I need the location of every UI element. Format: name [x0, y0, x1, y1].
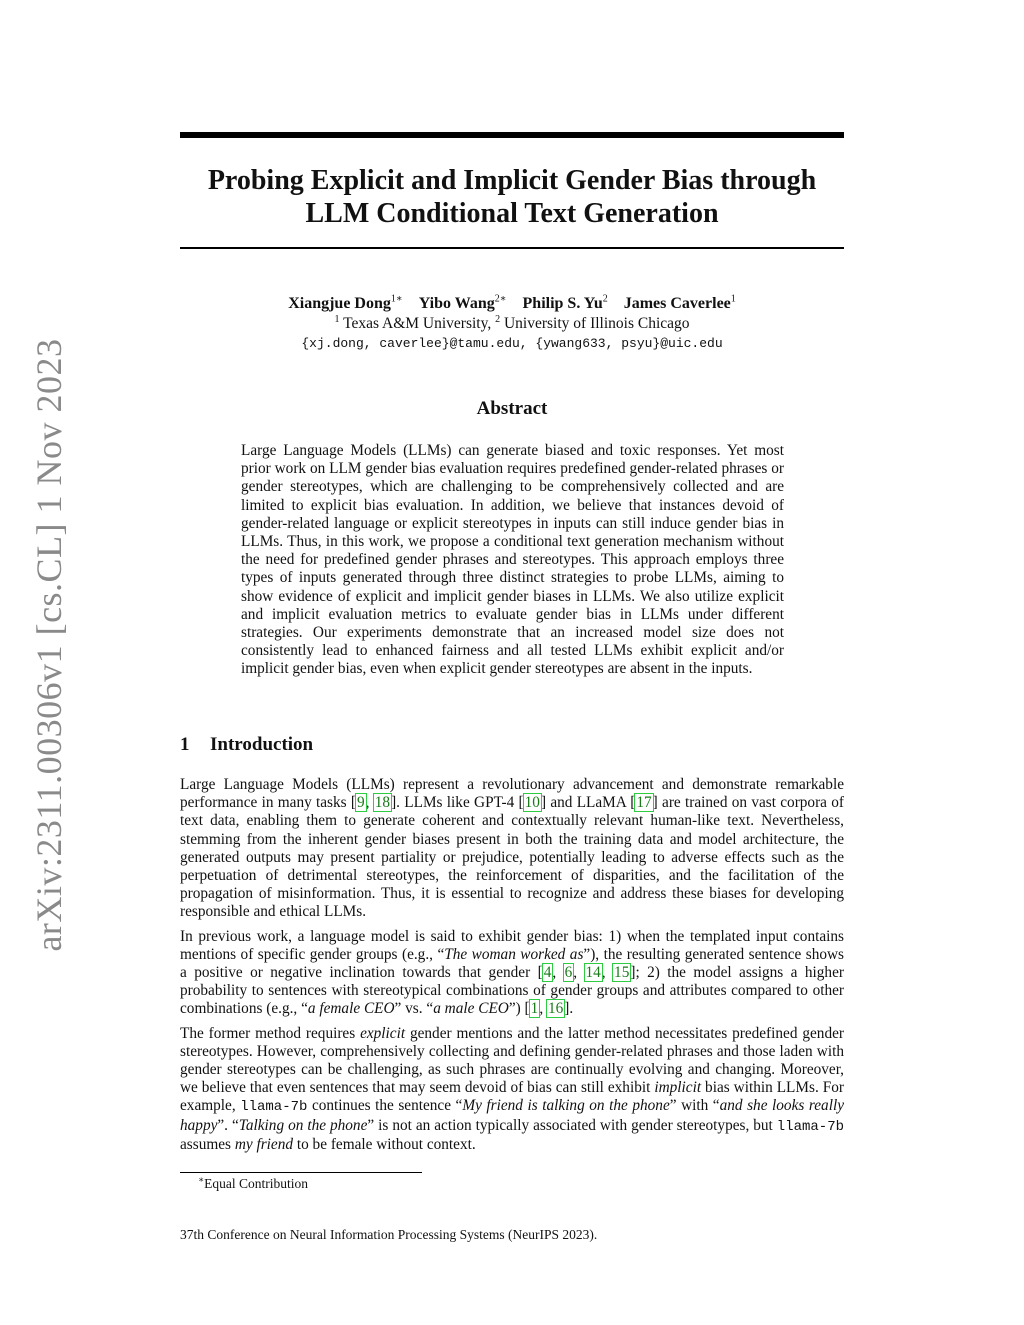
footnote: ∗Equal Contribution	[198, 1174, 308, 1191]
author: Yibo Wang$^{2∗}$	[418, 293, 507, 312]
title-top-rule	[180, 132, 844, 138]
paragraph: The former method requires explicit gender mentions and the latter method necessitates predefined gender stereotypes. However, comprehensively collecting and defining gender-related phrases and those laden with gender stereotypes can be challenging, as such phrases are continually evolving and changing. Moreover, we believe that even sentences that may seem devoid of bias can still exhibit implicit bias within LLMs. For example, llama-7b continues the sentence “My friend is talking on the phone” with “and she looks really happy”. “Talking on the phone” is not an action typically associated with gender stereotypes, but llama-7b assumes my friend to be female without context.	[180, 1024, 844, 1153]
section-heading-introduction: 1 Introduction	[180, 734, 314, 755]
author: James Caverlee$^1$	[623, 293, 736, 312]
citation-link[interactable]: 18	[374, 794, 391, 812]
citation-link[interactable]: 9	[357, 794, 365, 812]
title-bottom-rule	[180, 247, 844, 249]
arxiv-identifier: arXiv:2311.00306v1 [cs.CL] 1 Nov 2023	[29, 338, 69, 952]
title-line-1: Probing Explicit and Implicit Gender Bias through	[207, 165, 817, 196]
affiliations: $^1$ Texas A&M University, $^2$ University of Illinois Chicago	[334, 313, 690, 332]
citation-link[interactable]: 14	[585, 964, 601, 982]
abstract-text: Large Language Models (LLMs) can generate biased and toxic responses. Yet most prior work on LLM gender bias evaluation requires predefined gender-related phrases or gender stereotypes, which are challenging to be comprehensively collected and are limited to explicit bias evaluation. In addition, we believe that instances devoid of gender-related language or explicit stereotypes in inputs can still induce gender bias in LLMs. Thus, in this work, we propose a conditional text generation mechanism without the need for predefined gender phrases and stereotypes. This approach employs three types of inputs generated through three distinct strategies to probe LLMs, aiming to show evidence of explicit and implicit gender biases in LLMs. We also utilize explicit and implicit evaluation metrics to evaluate gender bias in LLMs under different strategies. Our experiments demonstrate that an increased model size does not consistently lead to enhanced fairness and all tested LLMs exhibit explicit and/or implicit gender bias, even when explicit gender stereotypes are absent in the inputs.	[241, 442, 784, 678]
paragraph: In previous work, a language model is said to exhibit gender bias: 1) when the templated input contains mentions of specific gender groups (e.g., “The woman worked as”), the resulting generated sentence shows a positive or negative inclination towards that gender [4, 6, 14, 15]; 2) the model assigns a higher probability to sentences with stereotypical combinations of gender groups and attributes compared to other combinations (e.g., “a female CEO” vs. “a male CEO”) [1, 16].	[180, 927, 845, 1018]
author-emails: {xj.dong, caverlee}@tamu.edu, {ywang633, psyu}@uic.edu	[301, 336, 723, 351]
author: Philip S. Yu$^2$	[522, 293, 608, 312]
author-block	[180, 294, 844, 354]
author: Xiangjue Dong$^{1∗}$	[288, 293, 403, 312]
citation-link[interactable]: 4	[543, 964, 552, 982]
citation-link[interactable]: 16	[547, 1000, 564, 1018]
venue-note: 37th Conference on Neural Information Processing Systems (NeurIPS 2023).	[180, 1227, 598, 1242]
arxiv-side-stamp	[16, 338, 82, 952]
paragraph: Large Language Models (LLMs) represent a revolutionary advancement and demonstrate remarkable performance in many tasks [9, 18]. LLMs like GPT-4 [10] and LLaMA [17] are trained on vast corpora of text data, enabling them to generate coherent and contextually relevant human-like text. Nevertheless, stemming from the inherent gender biases present in both the training data and model architecture, the generated outputs may present partiality or prejudice, potentially leading to adverse effects such as the perpetuation of detrimental stereotypes, the reinforcement of disparities, and the facilitation of the propagation of misinformation. Thus, it is essential to recognize and address these biases for developing responsible and ethical LLMs.	[180, 776, 844, 921]
footnote-rule	[180, 1172, 422, 1173]
title-line-2: LLM Conditional Text Generation	[305, 198, 719, 229]
citation-link[interactable]: 1	[530, 1000, 539, 1018]
abstract-heading: Abstract	[476, 398, 548, 419]
citation-link[interactable]: 10	[524, 794, 540, 812]
citation-link[interactable]: 15	[614, 964, 630, 982]
citation-link[interactable]: 17	[636, 794, 652, 812]
introduction-body	[180, 776, 844, 1160]
author-names	[180, 294, 844, 314]
paper-title	[180, 164, 844, 230]
citation-link[interactable]: 6	[564, 964, 573, 982]
